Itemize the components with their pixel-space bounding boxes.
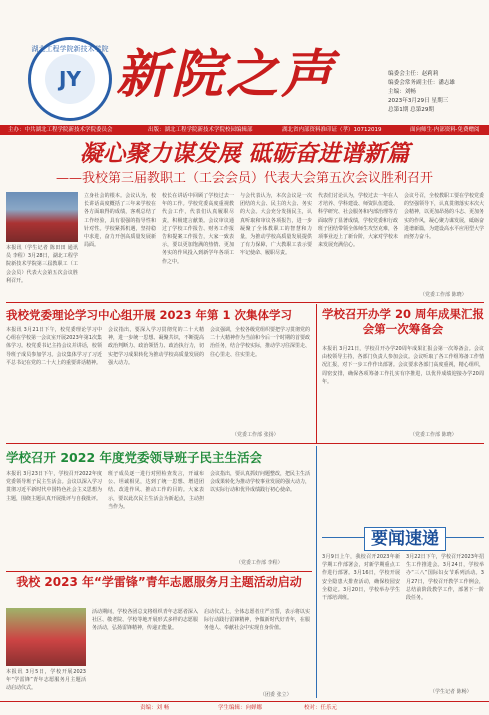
school-logo xyxy=(28,37,112,121)
article2-col-3: 会议强调，全校各级党组织要把学习贯彻党的二十大精神作为当前和今后一个时期的首要政治任务，结合学校实际，推动学习往深里走、往心里走、往实里走。 xyxy=(210,327,310,358)
footer-proof: 校对：任乐元 xyxy=(304,705,338,711)
article2-col-2: 会议指出，要深入学习贯彻党的二十大精神，进一步统一思想、凝聚共识，不断提高政治判断力、政治领悟力、政治执行力，切实把学习成果转化为推动学校高质量发展的强大动力。 xyxy=(108,327,204,366)
lead-col-4: 代表们讨论认为，学校过去一年在人才培养、学科建设、师资队伍建设、科学研究、社会服务和内部治理等方面取得了显著成绩，学校党委和行政班子团结带领全体师生攻坚克难，各项事业迈上了新台阶，大家对学校未来发展充满信心。 xyxy=(318,193,398,249)
divider-v-1 xyxy=(316,304,317,444)
article2-col-1: 本报讯 3月21日下午，校党委理论学习中心组在学校第一会议室开展2023年第1次集体学习。校党委书记主持会议并讲话，校领导班子成员参加学习。会议集体学习了习近平总书记在党的二十大上的重要讲话精神。 xyxy=(6,327,102,366)
sponsor-text: 主办：中共湖北工程学院新技术学院委员会 xyxy=(8,127,113,133)
divider-3 xyxy=(6,571,312,572)
footer-editor: 责编：刘 畅 xyxy=(140,705,170,711)
lead-col-1: 立身社会的根本。会议认为，校长讲话高度概括了三年来学校在各方面取得的成绩，客观总结了工作经验，具有很强的指导性和针对性。学校紧抓机遇，坚持稳中求进，奋力开创高质量发展新局面。 xyxy=(84,193,156,249)
meta-line-2: 编委会常务副主任：潘志雄 xyxy=(388,80,456,86)
lead-col-5: 会议号召，全校教职工要在学校党委的坚强领导下，认真贯彻落实本次大会精神，以更加昂扬的斗志、更加务实的作风，凝心聚力谋发展，砥砺奋进谱新篇，为建设高水平应用型大学而努力奋斗。 xyxy=(404,193,484,241)
lead-col-3: 与会代表认为，本次会议是一次团结的大会、民主的大会、务实的大会。大会充分发扬民主，认真听取和审议各项报告，进一步凝聚了全体教职工的智慧和力量，为推动学校高质量发展提供了有力保障，广大教职工表示要牢记使命、履职尽责。 xyxy=(240,193,312,257)
masthead-meta xyxy=(388,70,484,115)
logo-ring-text: 湖北工程学院新技术学院 xyxy=(31,45,109,53)
article5-col-2: 启动仪式上，全体志愿者庄严宣誓，表示将以实际行动践行雷锋精神，争做新时代好青年，在服务他人、奉献社会中实现自身价值。 xyxy=(204,609,310,632)
meta-line-3: 主编：刘畅 xyxy=(388,89,416,95)
permit-text: 湖北省内部资料准印证（孝）10712019 xyxy=(282,127,382,133)
slogan-text: 面向师生·内部资料·免费赠阅 xyxy=(410,127,480,133)
logo-mark: JY xyxy=(45,54,95,104)
lead-photo xyxy=(6,192,78,242)
news-brief-byline: （学生记者 陈畅） xyxy=(430,689,472,695)
article4-col-3: 会议指出，要认真抓好问题整改，把民主生活会成果转化为推动学校事业发展的强大动力，以实际行动和优异成绩践行初心使命。 xyxy=(210,471,310,494)
article3-headline: 学校召开办学 20 周年成果汇报会第一次筹备会 xyxy=(322,307,485,336)
publisher-bar xyxy=(0,125,489,135)
divider-v-2 xyxy=(316,446,317,698)
article3-byline: （党委工作部 陈晓） xyxy=(410,432,457,438)
divider-2 xyxy=(6,443,484,444)
article2-byline: （党委工作部 张扬） xyxy=(232,432,279,438)
masthead-title: 新院之声 xyxy=(116,44,337,105)
page-footer xyxy=(0,701,489,714)
news-brief-col-2: 3月22日下午，学校召开2023年招生工作推进会。3月24日，学校举办“三八”国际妇女节系列活动。3月27日，学校召开教学工作例会，总结前阶段教学工作，部署下一阶段任务。 xyxy=(406,554,484,602)
meta-line-1: 编委会主任：赵莉莉 xyxy=(388,71,439,77)
footer-student-editor: 学生编辑：向婵娜 xyxy=(218,705,263,711)
lead-caption: 本报讯（学生记者 陈田田 通讯员 李程）3月28日，湖北工程学院新技术学院第三届教职工（工会会员）代表大会第五次会议胜利召开。 xyxy=(6,245,78,284)
article3-body: 本报讯 3月21日，学校召开办学20周年成果汇报会第一次筹备会。会议由校领导主持，各部门负责人参加会议。会议听取了各工作组筹备工作情况汇报，对下一步工作作出部署。会议要求各部门高度重视，精心组织，周密安排，确保各项筹备工作扎实有序推进，以优异成绩迎接办学20周年。 xyxy=(322,346,484,385)
article4-byline: （党委工作部 李程） xyxy=(236,560,283,566)
article5-caption: 本报讯 3月5日，学校开展2023年“学雷锋”青年志愿服务月主题活动启动仪式。 xyxy=(6,669,86,692)
news-brief-title: 要闻速递 xyxy=(364,527,446,551)
article4-headline: 学校召开 2022 年度党委领导班子民主生活会 xyxy=(6,450,262,465)
divider-1 xyxy=(6,302,484,303)
article5-headline: 我校 2023 年“学雷锋”青年志愿服务月主题活动启动 xyxy=(16,575,302,589)
lead-byline: （党委工作部 陈晓） xyxy=(420,292,467,298)
article4-col-1: 本报讯 3月23日下午，学校召开2022年度党委领导班子民主生活会。会议以深入学习贯彻习近平新时代中国特色社会主义思想为主题，围绕主题认真开展批评与自我批评。 xyxy=(6,471,102,502)
meta-line-4: 2023年3月29日 星期三 xyxy=(388,98,449,104)
article5-photo xyxy=(6,608,86,666)
news-brief-col-1: 3月9日上午，我校召开2023年新学期工作部署会，对新学期重点工作进行部署。3月16日，学校开展安全隐患大排查活动，确保校园安全稳定。3月20日，学校举办学生干部培训班。 xyxy=(322,554,400,602)
lead-subhead: ——我校第三届教职工（工会会员）代表大会第五次会议胜利召开 xyxy=(55,171,433,186)
editor-text: 出版：湖北工程学院新技术学院校园编辑部 xyxy=(148,127,253,133)
meta-line-5: 总第1期 总第29期 xyxy=(388,107,435,113)
lead-headline: 凝心聚力谋发展 砥砺奋进谱新篇 xyxy=(79,141,410,167)
article4-col-2: 班子成员逐一进行对照检查发言，开诚布公、坦诚相见，达到了统一思想、增进团结、改进作风、推动工作的目的。大家表示，要以此次民主生活会为新起点，主动担当作为。 xyxy=(108,471,204,510)
article5-col-1: 活动期间，学校各团总支将组织青年志愿者深入社区、敬老院、学校等地开展形式多样的志愿服务活动，弘扬雷锋精神，传递正能量。 xyxy=(92,609,198,632)
article2-headline: 我校党委理论学习中心组开展 2023 年第 1 次集体学习 xyxy=(6,308,293,322)
article5-byline: （团委 张立） xyxy=(260,692,292,698)
lead-col-2: 校长在讲话中回顾了学校过去一年的工作。学校党委高度重视教代会工作，代表们认真履职尽责，积极建言献策。会议审议通过了学校工作报告、财务工作报告和提案工作报告，大家一致表示，要以更加饱满的热情、更加务实的作风投入到新学年各项工作之中。 xyxy=(162,193,234,265)
